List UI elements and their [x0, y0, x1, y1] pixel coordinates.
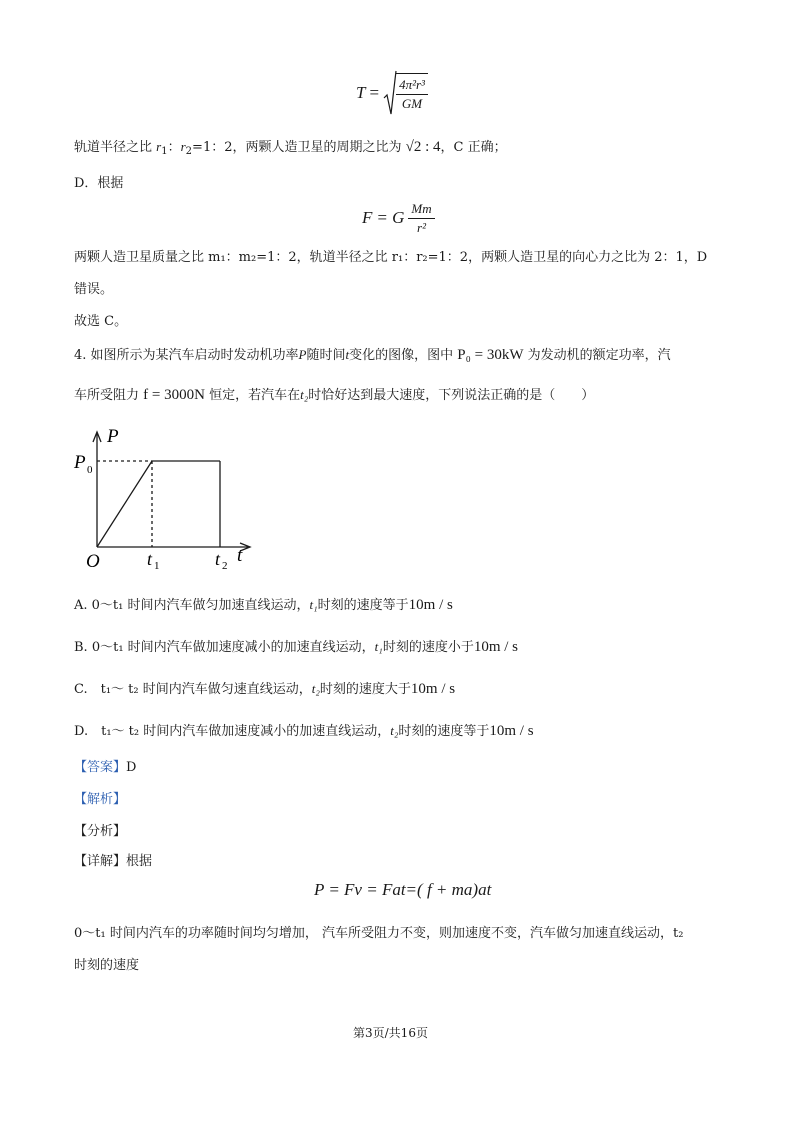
text-segment: 4. 如图所示为某汽车启动时发动机功率 [74, 348, 299, 363]
speed-value: 10m / s [489, 723, 534, 739]
label-O: O [86, 551, 100, 572]
label-t2: t [215, 549, 221, 569]
text-segment: A. 0～t₁ 时间内汽车做匀加速直线运动， [74, 598, 310, 613]
fenxi-tag: 【分析】 [74, 824, 127, 839]
text-segment: C. t₁～ t₂ 时间内汽车做匀速直线运动， [74, 682, 312, 697]
formula-gravity [362, 198, 435, 238]
formula-period-denominator: GM [401, 96, 423, 111]
var-t: t₂ [390, 723, 399, 738]
text-segment: ，C 正确； [440, 140, 507, 155]
text-segment: 时刻的速度等于 [398, 724, 490, 739]
label-P0: P [74, 452, 86, 473]
var-r2: r [180, 139, 186, 154]
option-A [74, 594, 453, 614]
text-segment: B. 0～t₁ 时间内汽车做加速度减小的加速直线运动， [74, 640, 375, 655]
detail-line [74, 850, 152, 869]
line-mass-ratio-cont: 错误。 [74, 282, 114, 297]
label-t: t [237, 545, 243, 566]
formula-gravity-denominator: r² [417, 219, 426, 235]
formula-gravity-eq: = G [376, 208, 405, 227]
sub-2: 2 [185, 146, 193, 157]
text-colon: ： [167, 140, 181, 155]
text-segment: 时恰好达到最大速度，下列说法正确的是（ ） [308, 388, 595, 403]
text-segment: 时刻的速度小于 [382, 640, 474, 655]
line-choose: 故选 C。 [74, 314, 128, 329]
formula-period-eq: = [369, 83, 380, 102]
label-t1-sub: 1 [154, 560, 160, 572]
answer-line [74, 756, 136, 775]
explain-line-2: 时刻的速度 [74, 958, 140, 973]
label-P0-sub: 0 [87, 464, 93, 476]
text-segment: =1：2，两颗人造卫星的周期之比为 [192, 140, 402, 155]
formula-gravity-fraction [408, 200, 434, 237]
formula-gravity-numerator: Mm [408, 200, 434, 219]
text-segment: 车所受阻力 [74, 388, 140, 403]
var-t: t₁ [309, 597, 318, 612]
text-segment: D. t₁～ t₂ 时间内汽车做加速度减小的加速直线运动， [74, 724, 391, 739]
text-segment: 根据 [126, 854, 153, 869]
text-segment: 恒定，若汽车在 [209, 388, 301, 403]
text-segment: 随时间 [306, 348, 346, 363]
var-r1: r [156, 139, 162, 154]
analysis-tag: 【解析】 [74, 792, 127, 807]
answer-tag: 【答案】 [74, 760, 127, 775]
formula-period [356, 68, 428, 118]
text-segment: 变化的图像，图中 [349, 348, 454, 363]
label-t2-sub: 2 [222, 560, 228, 572]
var-t: t₂ [311, 681, 320, 696]
sub-1: 1 [161, 146, 168, 157]
option-C [74, 678, 455, 698]
option-B [74, 636, 518, 656]
formula-period-lhs: T [356, 83, 366, 102]
formula-gravity-lhs: F [362, 208, 373, 227]
speed-value: 10m / s [408, 597, 453, 613]
detail-tag: 【详解】 [74, 854, 127, 869]
formula-f: f = 3000N [143, 387, 205, 403]
text-segment: 时刻的速度等于 [317, 598, 409, 613]
explain-line-1: 0～t₁ 时间内汽车的功率随时间均匀增加， 汽车所受阻力不变，则加速度不变，汽车做匀加速直线运动，t₂ [74, 926, 684, 941]
answer-value: D [126, 760, 137, 775]
formula-P0: P₀ = 30kW [457, 347, 524, 363]
text-segment: 时刻的速度大于 [319, 682, 411, 697]
var-t: t₁ [374, 639, 383, 654]
var-P: P [298, 347, 307, 362]
option-D [74, 720, 534, 740]
var-t: t [345, 347, 350, 362]
line-mass-ratio: 两颗人造卫星质量之比 m₁：m₂=1：2，轨道半径之比 r₁：r₂=1：2，两颗人造卫星的向心力之比为 2：1，D [74, 250, 708, 265]
line-radius-ratio [74, 136, 507, 157]
ramp-line [97, 461, 152, 547]
question-4-line2 [74, 384, 594, 404]
power-time-graph [70, 422, 270, 572]
speed-value: 10m / s [473, 639, 519, 655]
var-t2: t₂ [300, 387, 309, 402]
text-segment: 为发动机的额定功率，汽 [527, 348, 671, 363]
formula-period-fraction [396, 73, 428, 113]
speed-value: 10m / s [410, 681, 456, 697]
label-P: P [107, 426, 119, 447]
label-t1: t [147, 549, 153, 569]
sqrt-ratio: √2 : 4 [405, 139, 441, 155]
formula-period-numerator: 4π²r³ [396, 76, 428, 95]
page-footer: 第3页/共16页 [353, 1026, 428, 1040]
text-segment: 轨道半径之比 [74, 140, 153, 155]
formula-power: P = Fv = Fat=( f + ma)at [314, 880, 492, 899]
question-4-line1 [74, 344, 671, 364]
line-D-label: D．根据 [74, 176, 124, 191]
sqrt-sign [383, 70, 397, 116]
